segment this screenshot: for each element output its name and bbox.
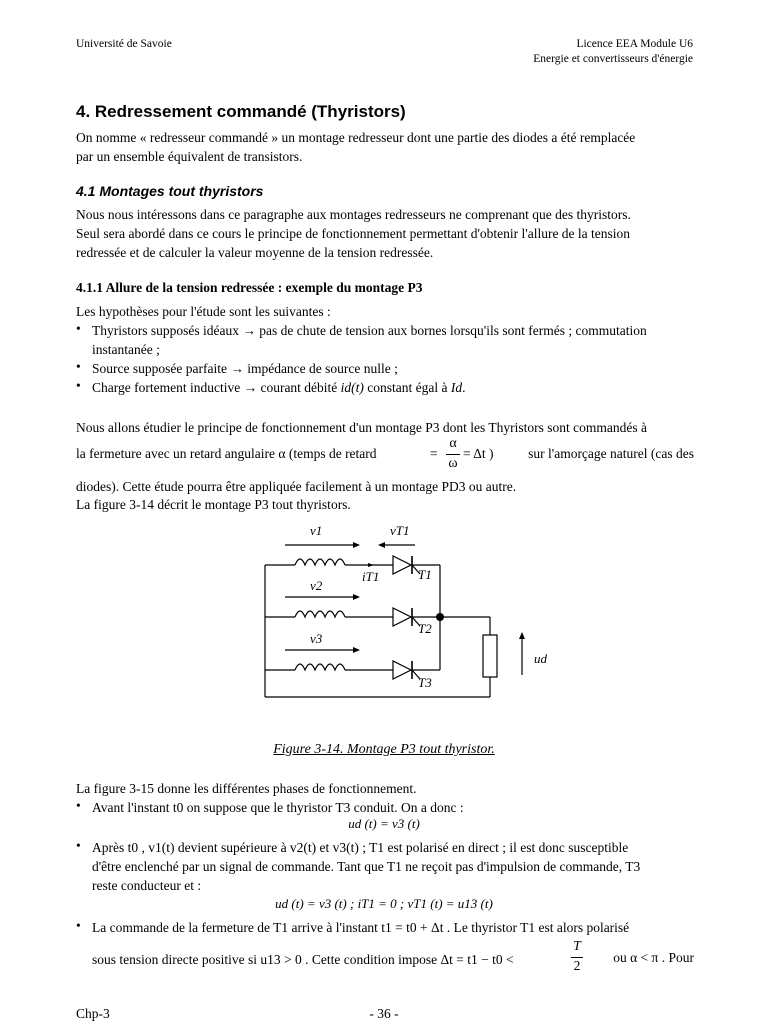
section-intro-line1: On nomme « redresseur commandé » un montage redresseur dont une partie des diodes a été remplacée <box>76 130 636 145</box>
t-over-2-den: 2 <box>573 958 581 973</box>
para2-line2-b: sur l'amorçage naturel (cas des <box>528 446 694 461</box>
subsection-line3: redressée et de calculer la valeur moyenne de la tension redressée. <box>76 245 434 260</box>
alpha-over-omega-num: α <box>449 436 457 451</box>
footer-left: Chp-3 <box>76 1006 110 1021</box>
section-intro-line2: par un ensemble équivalent de transistors. <box>76 149 303 164</box>
page-number: - 36 - <box>369 1006 399 1021</box>
label-v2: v2 <box>310 578 323 593</box>
label-T3: T3 <box>418 675 432 690</box>
para2-line1: Nous allons étudier le principe de fonctionnement d'un montage P3 dont les Thyristors sont commandés à <box>76 420 647 435</box>
phase-1: Avant l'instant t0 on suppose que le thyristor T3 conduit. On a donc : <box>92 800 464 815</box>
label-v3: v3 <box>310 631 323 646</box>
bullet-dot: • <box>76 918 81 933</box>
hypothesis-3: Charge fortement inductive → courant débité id(t) constant égal à Id. <box>92 380 466 395</box>
p3-thyristor-circuit <box>250 515 560 700</box>
phase-3-line1: La commande de la fermeture de T1 arrive à l'instant t1 = t0 + Δt . Le thyristor T1 est alors polarisé <box>92 920 630 935</box>
label-v1: v1 <box>310 523 323 538</box>
para3-line1: La figure 3-15 donne les différentes phases de fonctionnement. <box>76 781 417 796</box>
bullet-dot: • <box>76 798 81 813</box>
t-over-2-num: T <box>573 938 581 953</box>
section-title: 4. Redressement commandé (Thyristors) <box>76 102 406 121</box>
subsection-line2: Seul sera abordé dans ce cours le principe de fonctionnement permettant d'obtenir l'allure de la tension <box>76 226 631 241</box>
phase-2-equation: ud (t) = v3 (t) ; iT1 = 0 ; vT1 (t) = u13 (t) <box>275 896 493 911</box>
header-left: Université de Savoie <box>76 38 172 50</box>
figure-caption: Figure 3-14. Montage P3 tout thyristor. <box>273 742 495 757</box>
phase-2-line3: reste conducteur et : <box>92 878 202 893</box>
bullet-dot: • <box>76 359 81 374</box>
header-right-line1: Licence EEA Module U6 <box>576 38 693 50</box>
label-ud: ud <box>534 651 547 666</box>
phase-2-line1: Après t0 , v1(t) devient supérieure à v2(t) et v3(t) ; T1 est polarisé en direct ; il est donc susceptible <box>92 840 629 855</box>
hypothesis-1-line1: Thyristors supposés idéaux → pas de chute de tension aux bornes lorsqu'ils sont fermés ; commutation <box>92 323 647 338</box>
label-T1: T1 <box>418 567 432 582</box>
bullet-dot: • <box>76 378 81 393</box>
subsection-line1: Nous nous intéressons dans ce paragraphe aux montages redresseurs ne comprenant que des thyristors. <box>76 207 631 222</box>
phase-1-equation: ud (t) = v3 (t) <box>348 816 420 831</box>
para2-line2-eq: = Δt ) <box>463 446 494 461</box>
bullet-dot: • <box>76 321 81 336</box>
phase-3-line2-a: sous tension directe positive si u13 > 0 . Cette condition impose Δt = t1 − t0 < <box>92 952 514 967</box>
subsection-title: 4.1 Montages tout thyristors <box>76 183 264 199</box>
phase-2-line2: d'être enclenché par un signal de commande. Tant que T1 ne reçoit pas d'impulsion de commande, T3 <box>92 859 641 874</box>
label-vT1: vT1 <box>390 523 410 538</box>
phase-3-line2-b: ou α < π . Pour <box>613 950 694 965</box>
subsubsection-title: 4.1.1 Allure de la tension redressée : exemple du montage P3 <box>76 280 423 295</box>
hypotheses-intro: Les hypothèses pour l'étude sont les suivantes : <box>76 304 331 319</box>
para2-line2-a: la fermeture avec un retard angulaire α (temps de retard <box>76 446 377 461</box>
label-iT1: iT1 <box>362 569 380 584</box>
hypothesis-2: Source supposée parfaite → impédance de source nulle ; <box>92 361 398 376</box>
alpha-over-omega-den: ω <box>448 456 458 471</box>
para2-line4: La figure 3-14 décrit le montage P3 tout thyristors. <box>76 497 351 512</box>
equals-sign: = <box>430 446 438 461</box>
fraction-bar <box>446 454 460 455</box>
header-right-line2: Energie et convertisseurs d'énergie <box>533 53 693 65</box>
hypothesis-1-line2: instantanée ; <box>92 342 160 357</box>
label-T2: T2 <box>418 621 432 636</box>
para2-line3: diodes). Cette étude pourra être appliquée facilement à un montage PD3 ou autre. <box>76 479 517 494</box>
bullet-dot: • <box>76 838 81 853</box>
